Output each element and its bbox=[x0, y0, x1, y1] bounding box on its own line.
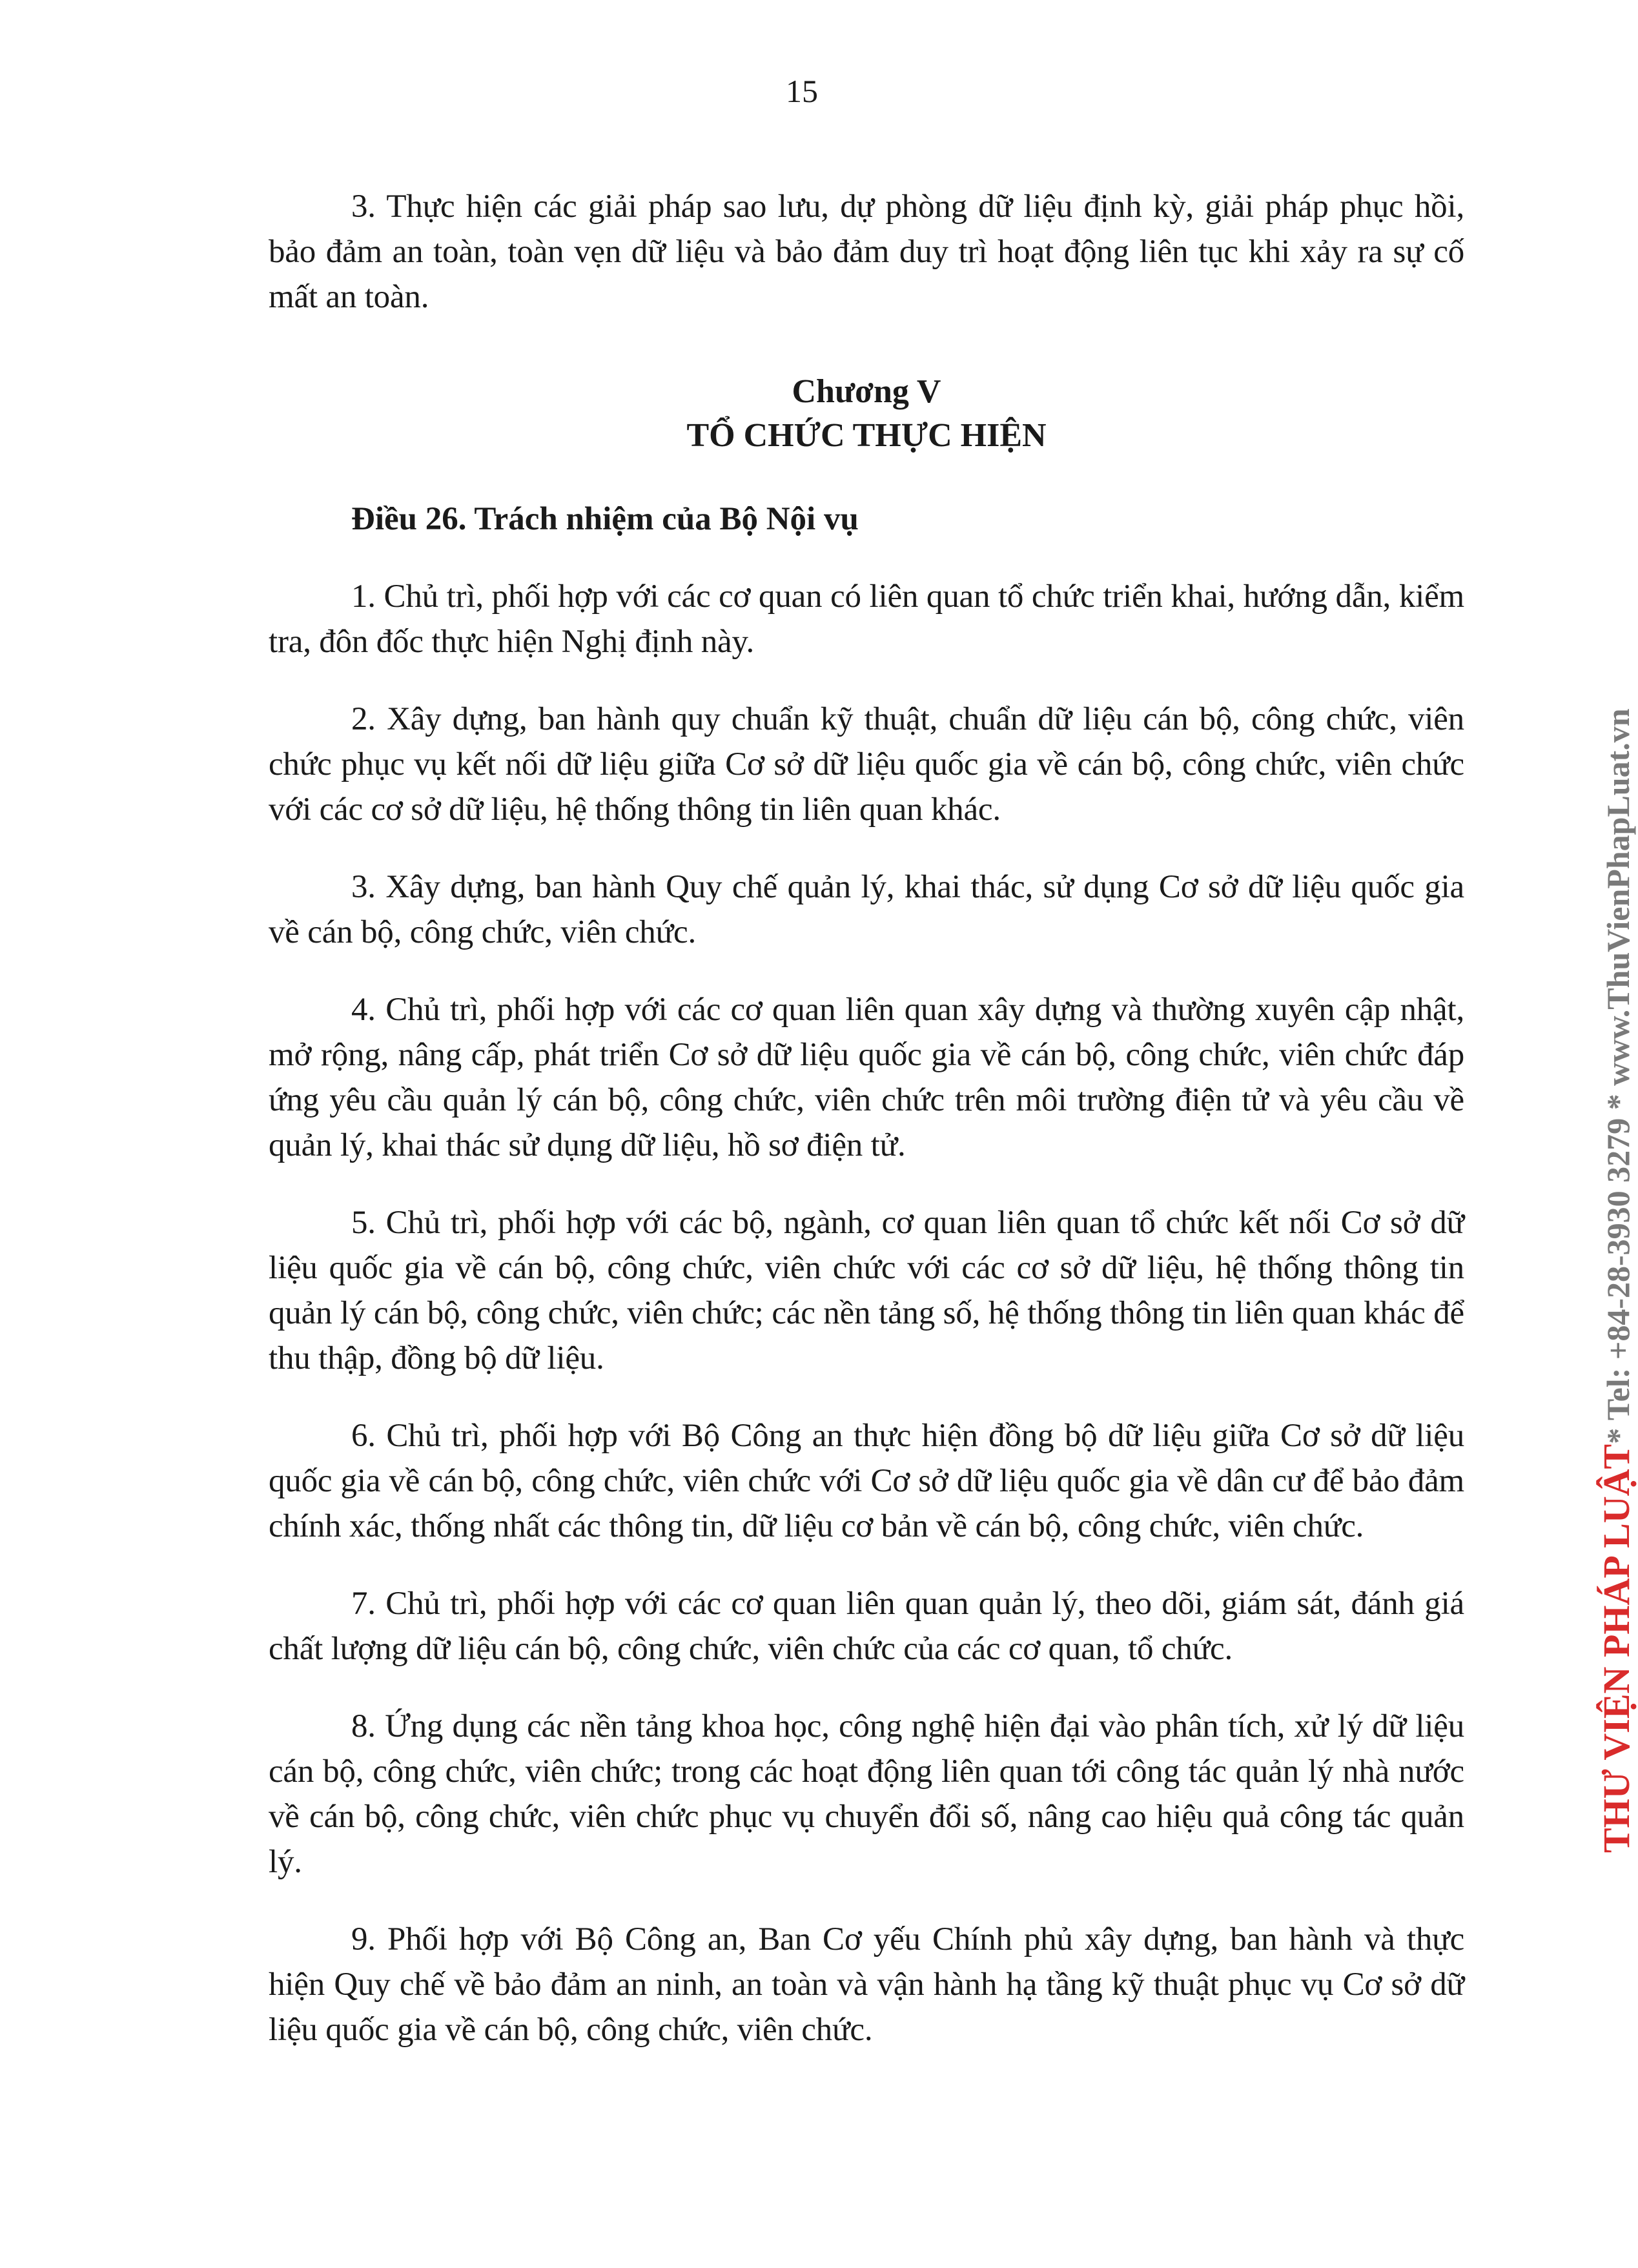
watermark-info: * Tel: +84-28-3930 3279 * www.ThuVienPhapLuat.vn bbox=[1600, 708, 1636, 1444]
watermark-brand: THƯ VIỆN PHÁP LUẬT bbox=[1595, 1444, 1637, 1853]
watermark bbox=[1595, 708, 1638, 1853]
page-number: 15 bbox=[786, 73, 818, 109]
article-item-7: 7. Chủ trì, phối hợp với các cơ quan liên quan quản lý, theo dõi, giám sát, đánh giá chất lượng dữ liệu cán bộ, công chức, viên chức của các cơ quan, tổ chức. bbox=[269, 1586, 1464, 1667]
article-item-3: 3. Xây dựng, ban hành Quy chế quản lý, khai thác, sử dụng Cơ sở dữ liệu quốc gia về cán bộ, công chức, viên chức. bbox=[269, 869, 1464, 950]
chapter-title: TỔ CHỨC THỰC HIỆN bbox=[686, 417, 1047, 454]
article-item-1: 1. Chủ trì, phối hợp với các cơ quan có liên quan tổ chức triển khai, hướng dẫn, kiểm tra, đôn đốc thực hiện Nghị định này. bbox=[269, 578, 1464, 660]
article-heading: Điều 26. Trách nhiệm của Bộ Nội vụ bbox=[351, 501, 859, 537]
article-item-8: 8. Ứng dụng các nền tảng khoa học, công nghệ hiện đại vào phân tích, xử lý dữ liệu cán bộ, công chức, viên chức; trong các hoạt động liên quan tới công tác quản lý nhà nước về cán bộ, công chức, viên chức phục vụ chuyển đổi số, nâng cao hiệu quả công tác quản lý. bbox=[269, 1708, 1464, 1880]
article-item-6: 6. Chủ trì, phối hợp với Bộ Công an thực hiện đồng bộ dữ liệu giữa Cơ sở dữ liệu quốc gia về cán bộ, công chức, viên chức với Cơ sở dữ liệu quốc gia về dân cư để bảo đảm chính xác, thống nhất các thông tin, dữ liệu cơ bản về cán bộ, công chức, viên chức. bbox=[269, 1418, 1464, 1544]
article-item-9: 9. Phối hợp với Bộ Công an, Ban Cơ yếu Chính phủ xây dựng, ban hành và thực hiện Quy chế về bảo đảm an ninh, an toàn và vận hành hạ tầng kỹ thuật phục vụ Cơ sở dữ liệu quốc gia về cán bộ, công chức, viên chức. bbox=[269, 1921, 1464, 2048]
intro-paragraph: 3. Thực hiện các giải pháp sao lưu, dự phòng dữ liệu định kỳ, giải pháp phục hồi, bảo đảm an toàn, toàn vẹn dữ liệu và bảo đảm duy trì hoạt động liên tục khi xảy ra sự cố mất an toàn. bbox=[269, 189, 1464, 315]
article-item-5: 5. Chủ trì, phối hợp với các bộ, ngành, cơ quan liên quan tổ chức kết nối Cơ sở dữ liệu quốc gia về cán bộ, công chức, viên chức với các cơ sở dữ liệu, hệ thống thông tin quản lý cán bộ, công chức, viên chức; các nền tảng số, hệ thống thông tin liên quan khác để thu thập, đồng bộ dữ liệu. bbox=[269, 1205, 1464, 1376]
document-body bbox=[269, 184, 1464, 2052]
article-item-2: 2. Xây dựng, ban hành quy chuẩn kỹ thuật, chuẩn dữ liệu cán bộ, công chức, viên chức phục vụ kết nối dữ liệu giữa Cơ sở dữ liệu quốc gia về cán bộ, công chức, viên chức với các cơ sở dữ liệu, hệ thống thông tin liên quan khác. bbox=[269, 701, 1464, 828]
chapter-label: Chương V bbox=[792, 373, 941, 410]
article-item-4: 4. Chủ trì, phối hợp với các cơ quan liên quan xây dựng và thường xuyên cập nhật, mở rộng, nâng cấp, phát triển Cơ sở dữ liệu quốc gia về cán bộ, công chức, viên chức đáp ứng yêu cầu quản lý cán bộ, công chức, viên chức trên môi trường điện tử và yêu cầu về quản lý, khai thác sử dụng dữ liệu, hồ sơ điện tử. bbox=[269, 992, 1464, 1163]
